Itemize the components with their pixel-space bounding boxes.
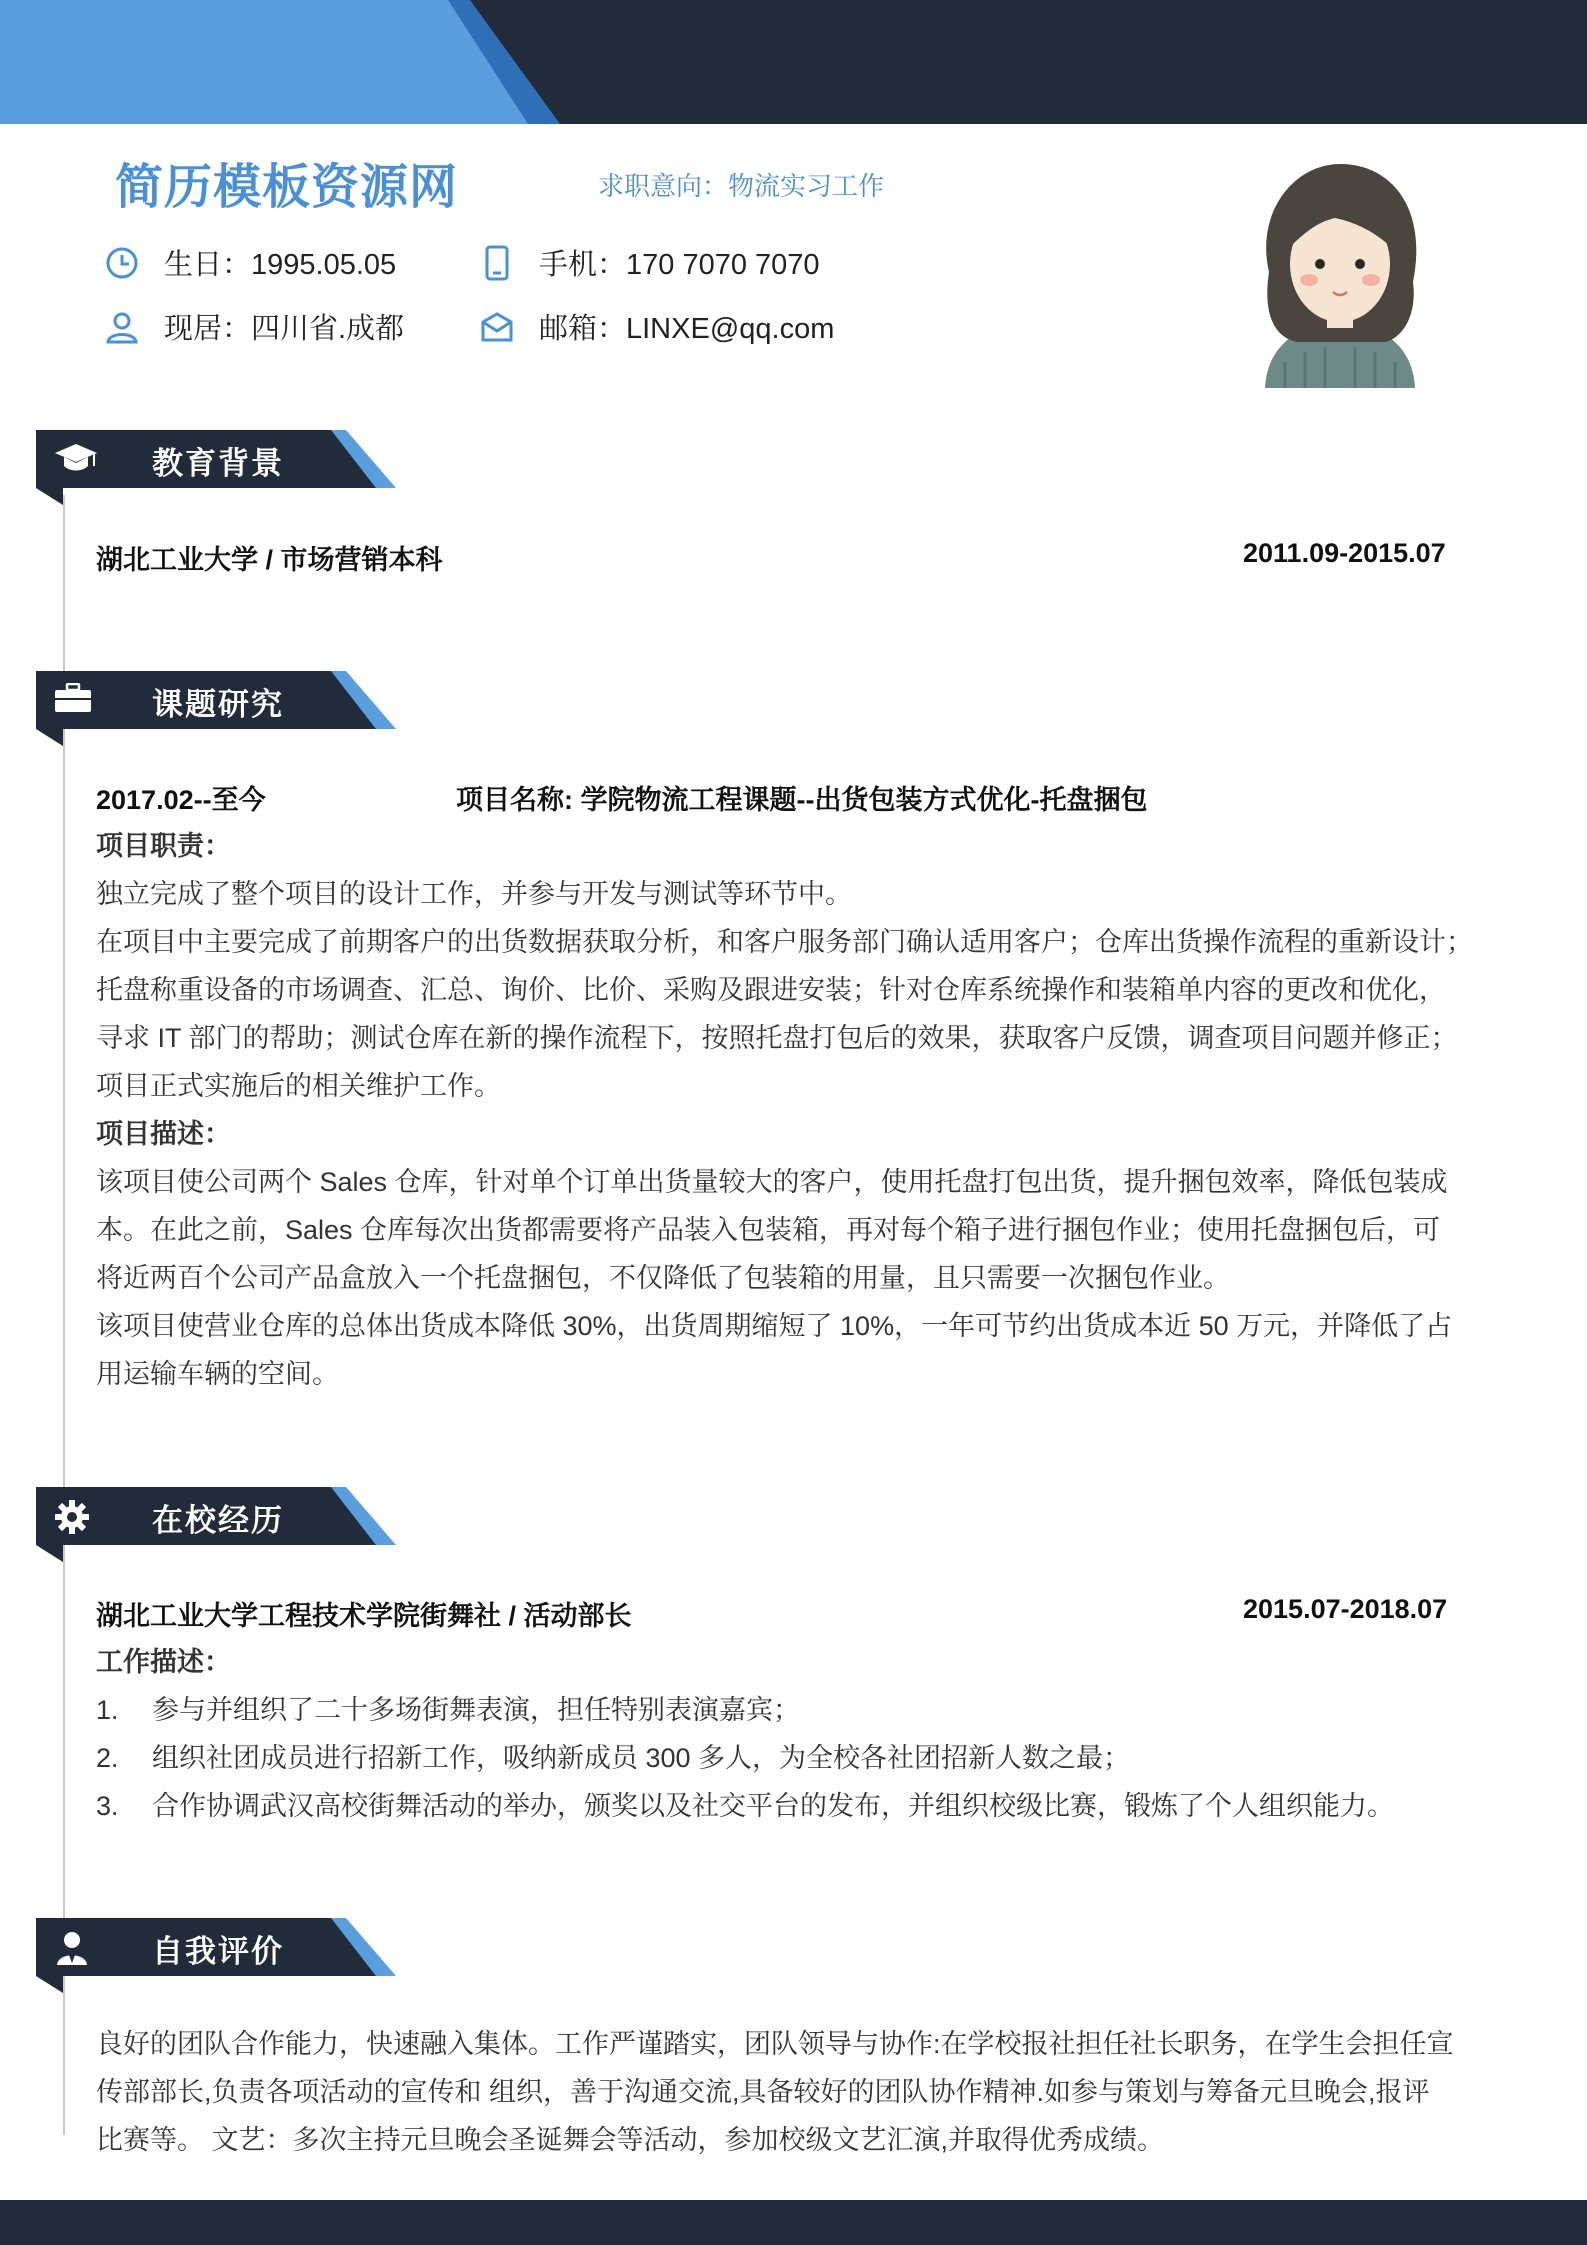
gear-icon [54, 1499, 102, 1535]
campus-org: 湖北工业大学工程技术学院街舞社 / 活动部长 [96, 1601, 632, 1631]
campus-work-label-wrap [96, 1638, 1496, 1686]
list-item [96, 1734, 1130, 1782]
self-evaluation [96, 2020, 1496, 2164]
duty-line: 项目正式实施后的相关维护工作。 [96, 1071, 501, 1101]
desc-label: 项目描述： [96, 1119, 231, 1149]
list-item [96, 1686, 800, 1734]
section-title-education: 教育背景 [152, 446, 284, 481]
campus-date: 2015.07-2018.07 [1243, 1594, 1448, 1624]
section-title-campus: 在校经历 [152, 1503, 284, 1538]
list-number: 3. [96, 1791, 119, 1821]
research-date: 2017.02--至今 [96, 785, 266, 815]
list-text: 组织社团成员进行招新工作，吸纳新成员 300 多人，为全校各社团招新人数之最； [152, 1743, 1131, 1773]
section-header-campus [36, 1487, 396, 1567]
birthday-text: 生日：1995.05.05 [164, 249, 397, 281]
section-title-self: 自我评价 [152, 1934, 284, 1969]
duty-line: 托盘称重设备的市场调查、汇总、询价、比价、采购及跟进安装；针对仓库系统操作和装箱单内容的更改和优化， [96, 975, 1446, 1005]
phone-text: 手机：170 7070 7070 [539, 249, 820, 281]
phone-icon [477, 243, 517, 283]
section-header-self [36, 1918, 396, 1998]
candidate-name: 简历模板资源网 [115, 161, 459, 214]
duty-line: 独立完成了整个项目的设计工作，并参与开发与测试等环节中。 [96, 879, 852, 909]
self-line: 传部部长,负责各项活动的宣传和 组织，善于沟通交流,具备较好的团队协作精神.如参与策划与筹备元旦晚会,报评 [96, 2077, 1430, 2107]
email-text: 邮箱：LINXE@qq.com [539, 313, 835, 345]
briefcase-icon [54, 683, 102, 719]
list-number: 1. [96, 1695, 119, 1725]
desc-line: 将近两百个公司产品盒放入一个托盘捆包，不仅降低了包装箱的用量，且只需要一次捆包作业。 [96, 1263, 1230, 1293]
section-header-education [36, 430, 396, 510]
self-line: 良好的团队合作能力，快速融入集体。工作严谨踏实，团队领导与协作:在学校报社担任社长职务，在学生会担任宣 [96, 2029, 1454, 2059]
clock-icon [102, 243, 142, 283]
duty-line: 在项目中主要完成了前期客户的出货数据获取分析，和客户服务部门确认适用客户；仓库出货操作流程的重新设计； [96, 927, 1473, 957]
education-date: 2011.09-2015.07 [1243, 538, 1446, 568]
info-email [477, 306, 834, 347]
job-objective: 求职意向：物流实习工作 [598, 171, 885, 201]
section-title-research: 课题研究 [152, 687, 284, 722]
user-location-icon [102, 307, 142, 347]
research-duties [96, 822, 1496, 1398]
duty-line: 寻求 IT 部门的帮助；测试仓库在新的操作流程下，按照托盘打包后的效果，获取客户反馈，调查项目问题并修正； [96, 1023, 1458, 1053]
info-phone [477, 242, 820, 283]
education-school: 湖北工业大学 / 市场营销本科 [96, 545, 443, 575]
research-project-name: 项目名称: 学院物流工程课题--出货包装方式优化-托盘捆包 [456, 785, 1148, 815]
list-number: 2. [96, 1743, 119, 1773]
list-item [96, 1782, 1394, 1830]
graduation-cap-icon [54, 442, 102, 478]
work-label: 工作描述： [96, 1647, 231, 1677]
location-text: 现居：四川省.成都 [164, 313, 405, 345]
desc-line: 本。在此之前，Sales 仓库每次出货都需要将产品装入包装箱，再对每个箱子进行捆包作业；使用托盘捆包后，可 [96, 1215, 1441, 1245]
person-icon [54, 1930, 102, 1966]
section-header-research [36, 671, 396, 751]
list-text: 参与并组织了二十多场街舞表演，担任特别表演嘉宾； [152, 1695, 800, 1725]
header-band [0, 0, 1587, 124]
info-location [102, 306, 404, 347]
list-text: 合作协调武汉高校街舞活动的举办，颁奖以及社交平台的发布，并组织校级比赛，锻炼了个人组织能力。 [152, 1791, 1394, 1821]
duties-label: 项目职责： [96, 831, 231, 861]
mail-icon [477, 307, 517, 347]
self-line: 比赛等。 文艺：多次主持元旦晚会圣诞舞会等活动，参加校级文艺汇演,并取得优秀成绩。 [96, 2125, 1165, 2155]
desc-line: 该项目使营业仓库的总体出货成本降低 30%，出货周期缩短了 10%，一年可节约出货成本近 50 万元，并降低了占 [96, 1311, 1453, 1341]
desc-line: 用运输车辆的空间。 [96, 1359, 339, 1389]
footer-band [0, 2200, 1587, 2245]
desc-line: 该项目使公司两个 Sales 仓库，针对单个订单出货量较大的客户，使用托盘打包出货，提升捆包效率，降低包装成 [96, 1167, 1448, 1197]
info-birthday [102, 242, 396, 283]
avatar [1245, 152, 1435, 388]
